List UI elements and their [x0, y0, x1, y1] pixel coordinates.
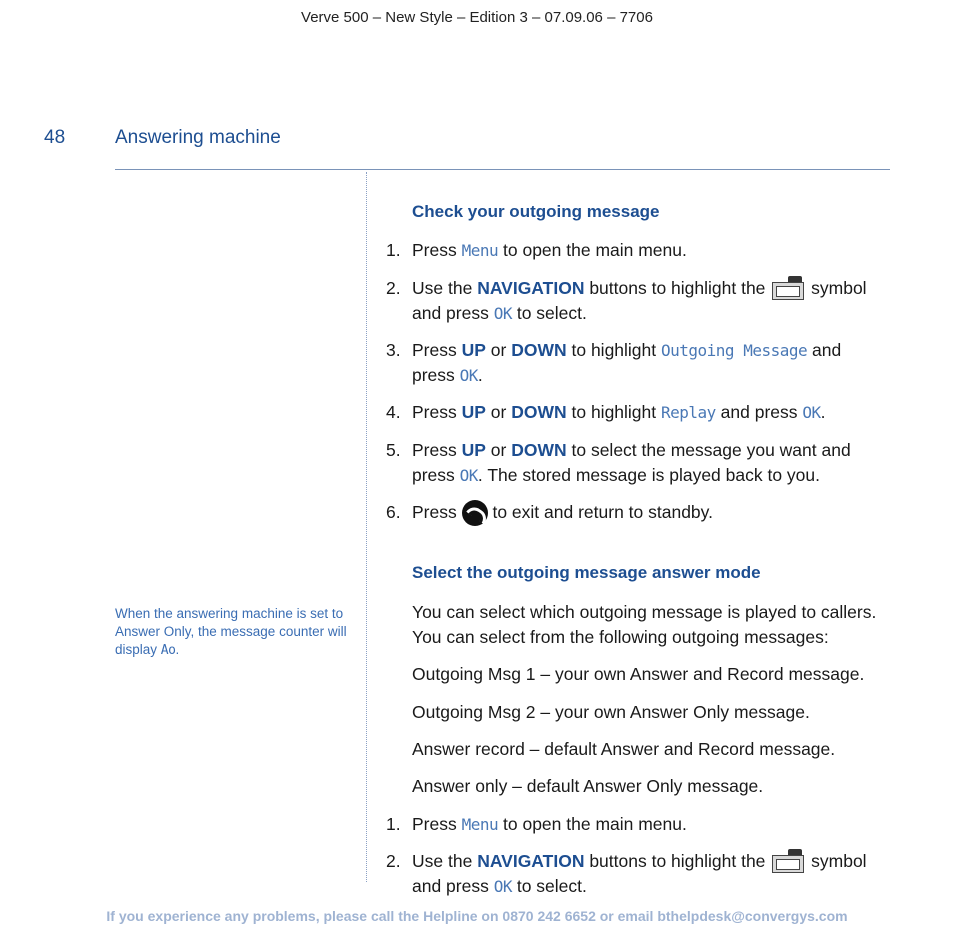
lcd-text: OK — [802, 403, 821, 422]
step-text: Press — [412, 340, 462, 360]
step-text: . The stored message is played back to you. — [477, 465, 821, 485]
key-label: UP — [461, 340, 486, 360]
step-text: to highlight — [566, 402, 661, 422]
end-call-icon — [462, 500, 488, 526]
lcd-text: OK — [459, 466, 478, 485]
step-text: symbol and press — [412, 851, 867, 896]
step-number: 5. — [386, 440, 401, 460]
lcd-text: OK — [459, 366, 478, 385]
step-text: to select the message you want and press — [412, 440, 851, 485]
step-number: 3. — [386, 340, 401, 360]
step-text: or — [485, 402, 512, 422]
step-text: Use the — [412, 851, 478, 871]
check-step-3 — [386, 338, 876, 388]
step-text: and press — [412, 340, 842, 385]
page-number: 48 — [44, 127, 66, 148]
key-label: DOWN — [511, 340, 567, 360]
key-label: NAVIGATION — [477, 851, 585, 871]
display-code: Ao — [160, 643, 176, 658]
step-text: . — [477, 365, 483, 385]
step-text: and press — [715, 402, 803, 422]
step-text: or — [485, 340, 512, 360]
step-text: to select. — [511, 876, 587, 896]
step-text: . — [820, 402, 826, 422]
select-step-2 — [386, 849, 876, 899]
step-text: or — [485, 440, 512, 460]
step-text: to open the main menu. — [498, 240, 687, 260]
step-text: buttons to highlight the — [584, 851, 771, 871]
step-text: Press — [412, 814, 462, 834]
step-text: buttons to highlight the — [584, 278, 771, 298]
key-label: DOWN — [511, 402, 567, 422]
select-intro: You can select which outgoing message is played to callers. You can select from the following outgoing messages: — [412, 602, 877, 647]
answering-machine-icon — [770, 276, 806, 300]
side-note-end: . — [175, 642, 180, 657]
lcd-text: Outgoing Message — [661, 341, 808, 360]
check-step-4 — [386, 400, 876, 425]
lcd-text: Menu — [461, 815, 499, 834]
step-text: to select. — [511, 303, 587, 323]
column-divider — [366, 172, 367, 882]
lcd-text: OK — [493, 877, 512, 896]
header-rule — [115, 169, 890, 170]
step-text: Press — [412, 502, 462, 522]
step-text: to open the main menu. — [498, 814, 687, 834]
step-text: Press — [412, 440, 462, 460]
answering-machine-icon — [770, 849, 806, 873]
lcd-text: OK — [493, 304, 512, 323]
step-number: 2. — [386, 851, 401, 871]
step-text: Press — [412, 402, 462, 422]
check-step-6 — [386, 500, 876, 526]
key-label: DOWN — [511, 440, 567, 460]
step-number: 4. — [386, 402, 401, 422]
step-text: symbol and press — [412, 278, 867, 323]
step-text: to exit and return to standby. — [487, 502, 713, 522]
side-note — [115, 605, 355, 660]
check-step-2 — [386, 276, 876, 326]
section-title: Answering machine — [115, 127, 281, 148]
lcd-text: Menu — [461, 241, 499, 260]
document-header: Verve 500 – New Style – Edition 3 – 07.09.06 – 7706 — [301, 9, 653, 26]
key-label: UP — [461, 440, 486, 460]
option-item: Outgoing Msg 2 – your own Answer Only message. — [412, 702, 810, 722]
check-step-5 — [386, 438, 876, 488]
key-label: NAVIGATION — [477, 278, 585, 298]
option-item: Outgoing Msg 1 – your own Answer and Record message. — [412, 664, 865, 684]
step-text: Use the — [412, 278, 478, 298]
key-label: UP — [461, 402, 486, 422]
check-outgoing-heading: Check your outgoing message — [412, 202, 660, 221]
select-step-1 — [386, 812, 876, 837]
side-note-text: When the answering machine is set to Answer Only, the message counter will display — [115, 606, 347, 657]
check-step-1 — [386, 238, 876, 263]
step-number: 1. — [386, 240, 401, 260]
lcd-text: Replay — [661, 403, 716, 422]
step-number: 1. — [386, 814, 401, 834]
step-number: 6. — [386, 502, 401, 522]
step-text: to highlight — [566, 340, 661, 360]
option-item: Answer only – default Answer Only message. — [412, 776, 764, 796]
step-number: 2. — [386, 278, 401, 298]
select-mode-heading: Select the outgoing message answer mode — [412, 563, 761, 582]
option-item: Answer record – default Answer and Record message. — [412, 739, 836, 759]
helpline-footer: If you experience any problems, please call the Helpline on 0870 242 6652 or email bthelpdesk@convergys.com — [106, 908, 848, 924]
step-text: Press — [412, 240, 462, 260]
